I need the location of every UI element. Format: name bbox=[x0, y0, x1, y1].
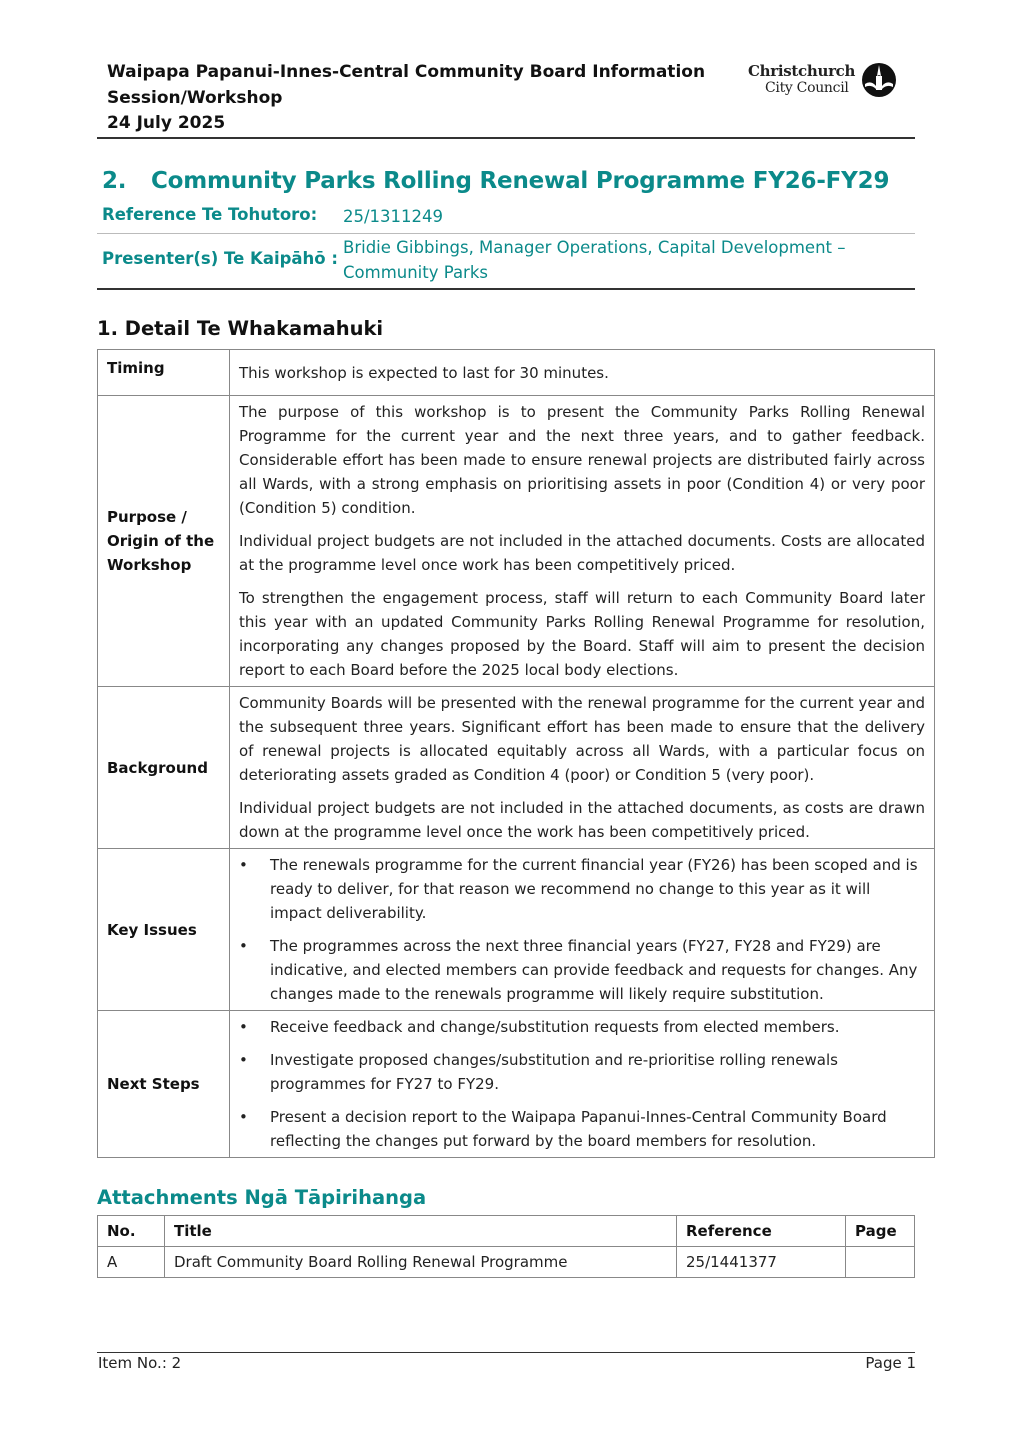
paragraph: Individual project budgets are not included in the attached documents. Costs are allocated at the programme level once work has been competitively priced. bbox=[239, 532, 925, 574]
header-title-line2: Session/Workshop bbox=[107, 87, 283, 108]
row-content bbox=[230, 849, 935, 1011]
bullet-list bbox=[239, 853, 925, 1006]
list-item: • Investigate proposed changes/substitution and re-prioritise rolling renewals programmes for FY27 to FY29. bbox=[239, 1048, 925, 1096]
row-content bbox=[230, 687, 935, 849]
list-item: • Present a decision report to the Waipapa Papanui-Innes-Central Community Board reflecting the changes put forward by the board members for resolution. bbox=[239, 1105, 925, 1153]
footer-rule bbox=[97, 1352, 915, 1353]
header-date: 24 July 2025 bbox=[107, 113, 226, 133]
paragraph: Community Boards will be presented with the renewal programme for the current year and the subsequent three years. Significant effort has been made to ensure that the delivery of renewal projects is allocated equitably across all Wards, with a particular focus on deteriorating assets graded as Condition 4 (poor) or Condition 5 (very poor). bbox=[239, 694, 925, 784]
header-title-line1: Waipapa Papanui-Innes-Central Community Board Information bbox=[107, 62, 706, 82]
row-content bbox=[230, 396, 935, 687]
column-header-title: Title bbox=[165, 1216, 677, 1247]
paragraph: The purpose of this workshop is to present the Community Parks Rolling Renewal Programme for the current year and the next three years, and to gather feedback. Considerable effort has been made to ensure renewal projects are distributed fairly across all Wards, with a strong emphasis on prioritising assets in poor (Condition 4) or very poor (Condition 5) condition. bbox=[239, 403, 925, 517]
column-header-no: No. bbox=[98, 1216, 165, 1247]
list-item: • Receive feedback and change/substitution requests from elected members. bbox=[239, 1015, 925, 1039]
row-label: Key Issues bbox=[98, 849, 230, 1011]
presenter-line2: Community Parks bbox=[343, 263, 488, 282]
footer-item-no: Item No.: 2 bbox=[98, 1354, 182, 1372]
table-header-row bbox=[98, 1216, 915, 1247]
row-label: Background bbox=[98, 687, 230, 849]
attachment-title-link[interactable]: Draft Community Board Rolling Renewal Programme bbox=[165, 1247, 677, 1278]
attachment-no: A bbox=[98, 1247, 165, 1278]
item-number: 2. bbox=[102, 168, 127, 194]
presenter-line1: Bridie Gibbings, Manager Operations, Capital Development – bbox=[343, 238, 846, 257]
footer-page-number: Page 1 bbox=[865, 1354, 916, 1372]
table-row bbox=[98, 1247, 915, 1278]
meta-rule bbox=[97, 288, 915, 290]
logo-line1: Christchurch bbox=[748, 62, 856, 80]
bullet-list bbox=[239, 1015, 925, 1153]
detail-table bbox=[97, 349, 935, 1158]
reference-value: 25/1311249 bbox=[343, 207, 444, 226]
paragraph: Individual project budgets are not included in the attached documents, as costs are drawn down at the programme level once the work has been competitively priced. bbox=[239, 799, 925, 841]
item-title-text: Community Parks Rolling Renewal Programme FY26-FY29 bbox=[151, 168, 890, 194]
list-item: • The programmes across the next three financial years (FY27, FY28 and FY29) are indicative, and elected members can provide feedback and requests for changes. Any changes made to the renewals programme will likely require substitution. bbox=[239, 934, 925, 1006]
logo-line2: City Council bbox=[765, 80, 849, 96]
column-header-reference: Reference bbox=[677, 1216, 846, 1247]
presenter-value bbox=[343, 235, 846, 285]
header-rule bbox=[97, 137, 915, 139]
meta-divider bbox=[97, 233, 915, 234]
header-title bbox=[107, 60, 707, 137]
row-content bbox=[230, 1011, 935, 1158]
detail-row-timing bbox=[98, 350, 935, 396]
timing-text: This workshop is expected to last for 30 minutes. bbox=[239, 363, 609, 382]
row-label: Purpose / Origin of the Workshop bbox=[98, 396, 230, 687]
attachments-table bbox=[97, 1215, 915, 1278]
cathedral-logo-icon bbox=[861, 62, 897, 98]
detail-row-key-issues bbox=[98, 849, 935, 1011]
council-logo bbox=[745, 62, 905, 102]
row-label: Next Steps bbox=[98, 1011, 230, 1158]
attachment-reference: 25/1441377 bbox=[677, 1247, 846, 1278]
paragraph: To strengthen the engagement process, staff will return to each Community Board later this year with an updated Community Parks Rolling Renewal Programme for resolution, incorporating any changes proposed by the Board. Staff will aim to present the decision report to each Board before the 2025 local body elections. bbox=[239, 589, 925, 679]
detail-row-next-steps bbox=[98, 1011, 935, 1158]
column-header-page: Page bbox=[846, 1216, 915, 1247]
presenter-label: Presenter(s) Te Kaipāhō : bbox=[102, 249, 338, 268]
row-label: Timing bbox=[98, 350, 230, 396]
row-content bbox=[230, 350, 935, 396]
reference-label: Reference Te Tohutoro: bbox=[102, 205, 318, 224]
list-item: • The renewals programme for the current financial year (FY26) has been scoped and is ready to deliver, for that reason we recommend no change to this year as it will impact deliverability. bbox=[239, 853, 925, 925]
detail-heading: 1. Detail Te Whakamahuki bbox=[97, 317, 384, 340]
detail-row-purpose bbox=[98, 396, 935, 687]
attachments-heading: Attachments Ngā Tāpirihanga bbox=[97, 1186, 427, 1209]
detail-row-background bbox=[98, 687, 935, 849]
attachment-page bbox=[846, 1247, 915, 1278]
item-title bbox=[102, 168, 889, 194]
